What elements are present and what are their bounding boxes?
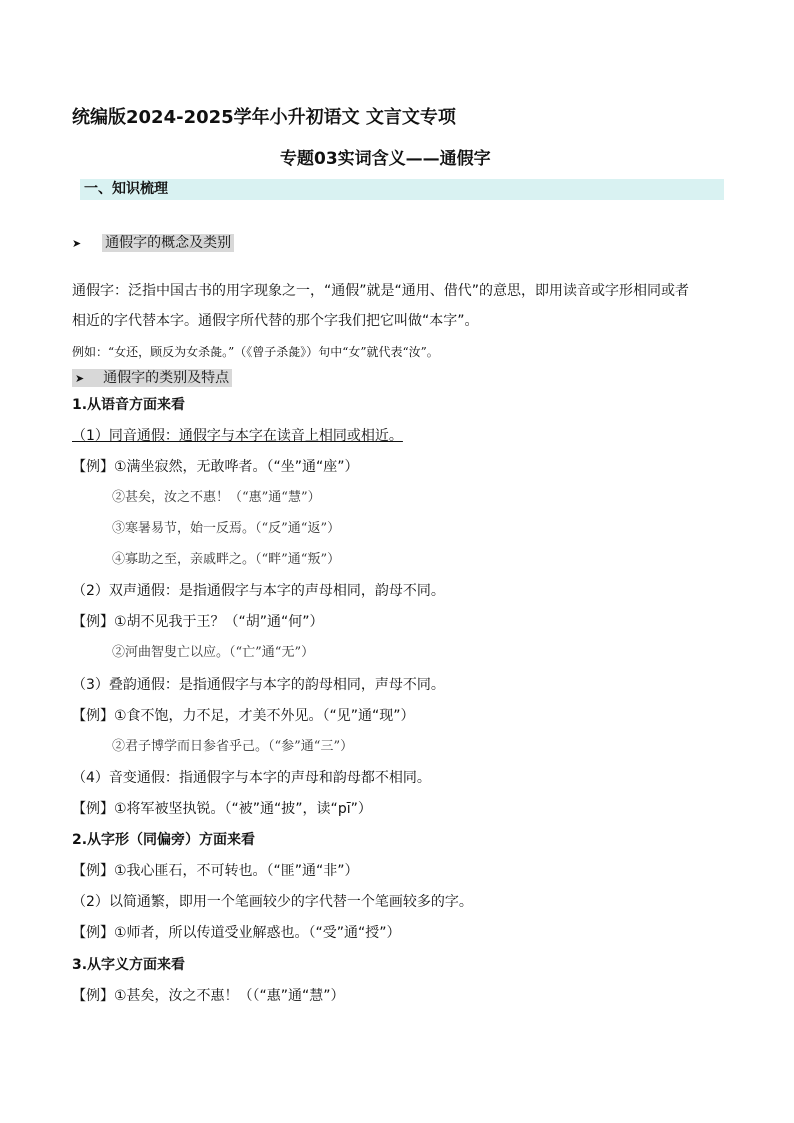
type1-example-2: ②甚矣，汝之不惠！（“惠”通“慧”） <box>112 490 321 505</box>
meaning-heading: 3.从字义方面来看 <box>72 957 186 973</box>
type4-example-1: 【例】①将军被坚执锐。（“被”通“披”，读“pī”） <box>72 801 372 817</box>
arrow-bullet-icon: ➤ <box>72 237 82 250</box>
concept-heading-text: 通假字的概念及类别 <box>102 234 234 252</box>
type2-desc: （2）双声通假：是指通假字与本字的声母相同，韵母不同。 <box>72 583 445 599</box>
type4-desc: （4）音变通假：指通假字与本字的声母和韵母都不相同。 <box>72 770 431 786</box>
types-heading-box <box>72 369 232 387</box>
shape-heading: 2.从字形（同偏旁）方面来看 <box>72 832 256 848</box>
document-title: 统编版2024-2025学年小升初语文 文言文专项 <box>72 107 456 128</box>
type3-example-1: 【例】①食不饱，力不足，才美不外见。（“见”通“现”） <box>72 708 415 724</box>
type2-example-2: ②河曲智叟亡以应。（“亡”通“无”） <box>112 645 315 660</box>
document-subtitle: 专题03实词含义——通假字 <box>280 149 491 169</box>
type3-example-2: ②君子博学而日参省乎己。（“参”通“三”） <box>112 739 354 754</box>
type1-example-4: ④寡助之至，亲戚畔之。（“畔”通“叛”） <box>112 552 341 567</box>
sound-heading: 1.从语音方面来看 <box>72 397 186 413</box>
type2-example-1: 【例】①胡不见我于王？（“胡”通“何”） <box>72 614 324 630</box>
types-heading <box>72 369 232 388</box>
shape-example-2: 【例】①师者，所以传道受业解惑也。（“受”通“授”） <box>72 925 401 941</box>
shape-type2-desc: （2）以简通繁，即用一个笔画较少的字代替一个笔画较多的字。 <box>72 894 473 910</box>
type3-desc: （3）叠韵通假：是指通假字与本字的韵母相同，声母不同。 <box>72 677 445 693</box>
type1-example-1: 【例】①满坐寂然，无敢哗者。（“坐”通“座”） <box>72 459 359 475</box>
example-line: 例如：“女还，顾反为女杀彘。”（《曾子杀彘》）句中“女”就代表“汝”。 <box>72 345 439 359</box>
shape-example-1: 【例】①我心匪石，不可转也。（“匪”通“非”） <box>72 863 359 879</box>
arrow-bullet-icon: ➤ <box>75 372 85 385</box>
type1-example-3: ③寒暑易节，始一反焉。（“反”通“返”） <box>112 521 341 536</box>
type1-desc: （1）同音通假：通假字与本字在读音上相同或相近。 <box>72 428 403 444</box>
section-header-bar <box>80 179 724 200</box>
definition-line-1: 通假字：泛指中国古书的用字现象之一，“通假”就是“通用、借代”的意思，即用读音或字形相同或者 <box>72 283 690 299</box>
types-heading-text: 通假字的类别及特点 <box>103 370 230 386</box>
concept-heading <box>72 234 234 253</box>
meaning-example-1: 【例】①甚矣，汝之不惠！（（“惠”通“慧”） <box>72 988 345 1004</box>
section-heading: 一、知识梳理 <box>84 181 168 197</box>
definition-line-2: 相近的字代替本字。通假字所代替的那个字我们把它叫做“本字”。 <box>72 313 479 329</box>
